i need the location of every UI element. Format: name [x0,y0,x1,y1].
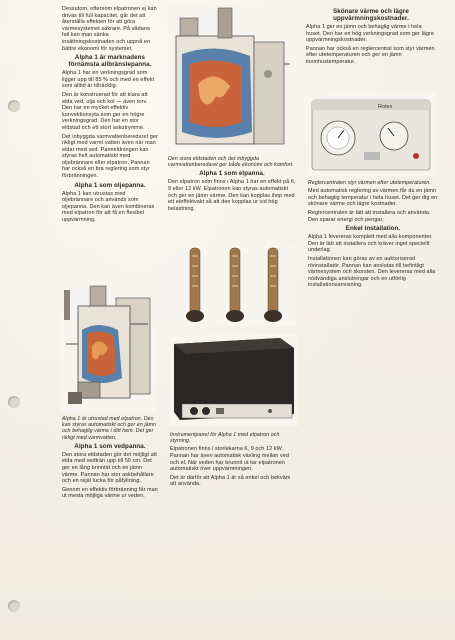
boiler-top-illustration [168,4,292,152]
section-heading-elpanna: Alpha 1 som elpanna. [199,170,265,178]
right-lower-column [308,180,438,291]
middle-column [168,156,296,214]
section-heading-installation: Enkel installation. [345,225,401,233]
paragraph: Det är därför att Alpha 1 är så enkel och bekväm att använda. [170,474,291,488]
paragraph: Det inbyggda varmvattenberedaret ger rikligt med varmt vatten även när man eldar med ved. Panneldningen kan styras helt automatiskt med oljebrännare eller elpatron. Pannan har också en bra reglering som styr förbränningen. [62,133,158,180]
regulator-photo [308,92,436,176]
paragraph: Reglercentralen är lätt att installera och använda. Den sparar energi och pengar. [308,209,431,223]
intro-text: Dessutom, eftersom elpatronen ej kan drivas till full kapacitet, går det att återställa effekten för att göra värmesystemet säkrare. På sådana fall kan man sänka insättningskostnaden och uppnå en bättre ekonomi för systemet. [62,6,157,52]
left-column [62,6,158,226]
figure-caption: Den stora eldstaden och det inbyggda varmvattenberedaret ger både ekonomi och komfort. [168,156,294,169]
middle-lower-column [170,432,298,490]
paragraph: Installationen kan göras av en auktoriserad rörinstallatör. Pannan kan anslutas till befintligt värmesystem och skorsten. Den levereras med alla nödvändiga anslutningar och en utförlig installationsanvisning. [308,255,436,289]
section-heading-varme: Skönare värme och lägre uppvärmningskostnader. [333,8,409,22]
paragraph: Genom en effektiv förbränning får man ut mesta möjliga värme ur veden. [62,486,158,500]
section-heading-vedpanna: Alpha 1 som vedpanna. [74,442,146,450]
heating-elements-photo [170,246,296,326]
paragraph: Elpatronen finns i storlekarna 6, 9 och 12 kW. Pannan har även automatisk växling mellan ved och el. När veden har brunnit ut tar elpatronen automatiskt över uppvärmningen. [170,446,289,473]
figure-caption: Instrumentpanel för Alpha 1 med elpatron och styrning. [170,432,280,445]
paragraph: Alpha 1 ger en jämn och behaglig värme i hela huset. Den har en hög verkningsgrad som ger lägre uppvärmningskostnader. [306,24,435,44]
binder-hole [8,600,20,612]
section-heading-allbransle: Alpha 1 är marknadens förnämsta allbränslepanna. [68,54,152,69]
paragraph: Den stora eldstaden gör det möjligt att elda med vedträn upp till 50 cm. Det ger en lång brinntid och en jämn värme. Pannan har stor askbehållare och en rejäl lucka för påfyllning. [62,451,157,485]
paragraph: Den elpatron som finns i Alpha 1 har en effekt på 6, 9 eller 12 kW. Elpatronen kan styras automatiskt och ger en jämn värme. Den kan kopplas ihop med ett eleffektvakt så att den kopplas ur vid hög belastning. [168,179,296,212]
figure-caption: Alpha 1 är utrustad med elpatron. Den kan styras automatiskt och ger en jämn och behaglig värme i ditt hem. Det ger rikligt med varmvatten. [62,416,157,441]
paragraph: Alpha 1 har en verkningsgrad som ligger upp till 85 % och med en effekt som alltid är tillräcklig. [62,70,155,90]
right-column [306,6,436,68]
binder-hole [8,396,20,408]
control-panel-photo [170,334,298,426]
paragraph: Med automatisk reglering av värmen får du en jämn och behaglig temperatur i hela huset. Det ger dig en skönare värme och lägre kostnader. [308,188,438,208]
binder-hole [8,100,20,112]
figure-caption: Reglercentralen styr värmen efter utetemperaturen. [308,180,431,186]
left-lower-column [62,416,158,502]
paragraph: Pannan har också en reglercentral som styr värmen efter utetemperaturen och ger en jämn inomhustemperatur. [306,45,435,65]
paragraph: Alpha 1 kan utrustas med oljebrännare och används som oljepanna. Den kan även kombineras med elpatron för att få en flexibel uppvärmning. [62,190,155,224]
section-heading-oljepanna: Alpha 1 som oljepanna. [74,181,146,189]
paragraph: Alpha 1 levereras komplett med alla komponenter. Den är lätt att installera och kräver inget speciellt underlag. [308,234,433,254]
panel-brand-text: Rotex [378,104,393,110]
boiler-cutaway-illustration [60,284,156,412]
paragraph: Den är konstruerad för att klara att elda ved, olja och kol — även torv. Den har en mycket effektiv konvektionsyta som ger en högre verkningsgrad. Den har en stor eldstad och ett stort askutrymme. [62,91,148,131]
